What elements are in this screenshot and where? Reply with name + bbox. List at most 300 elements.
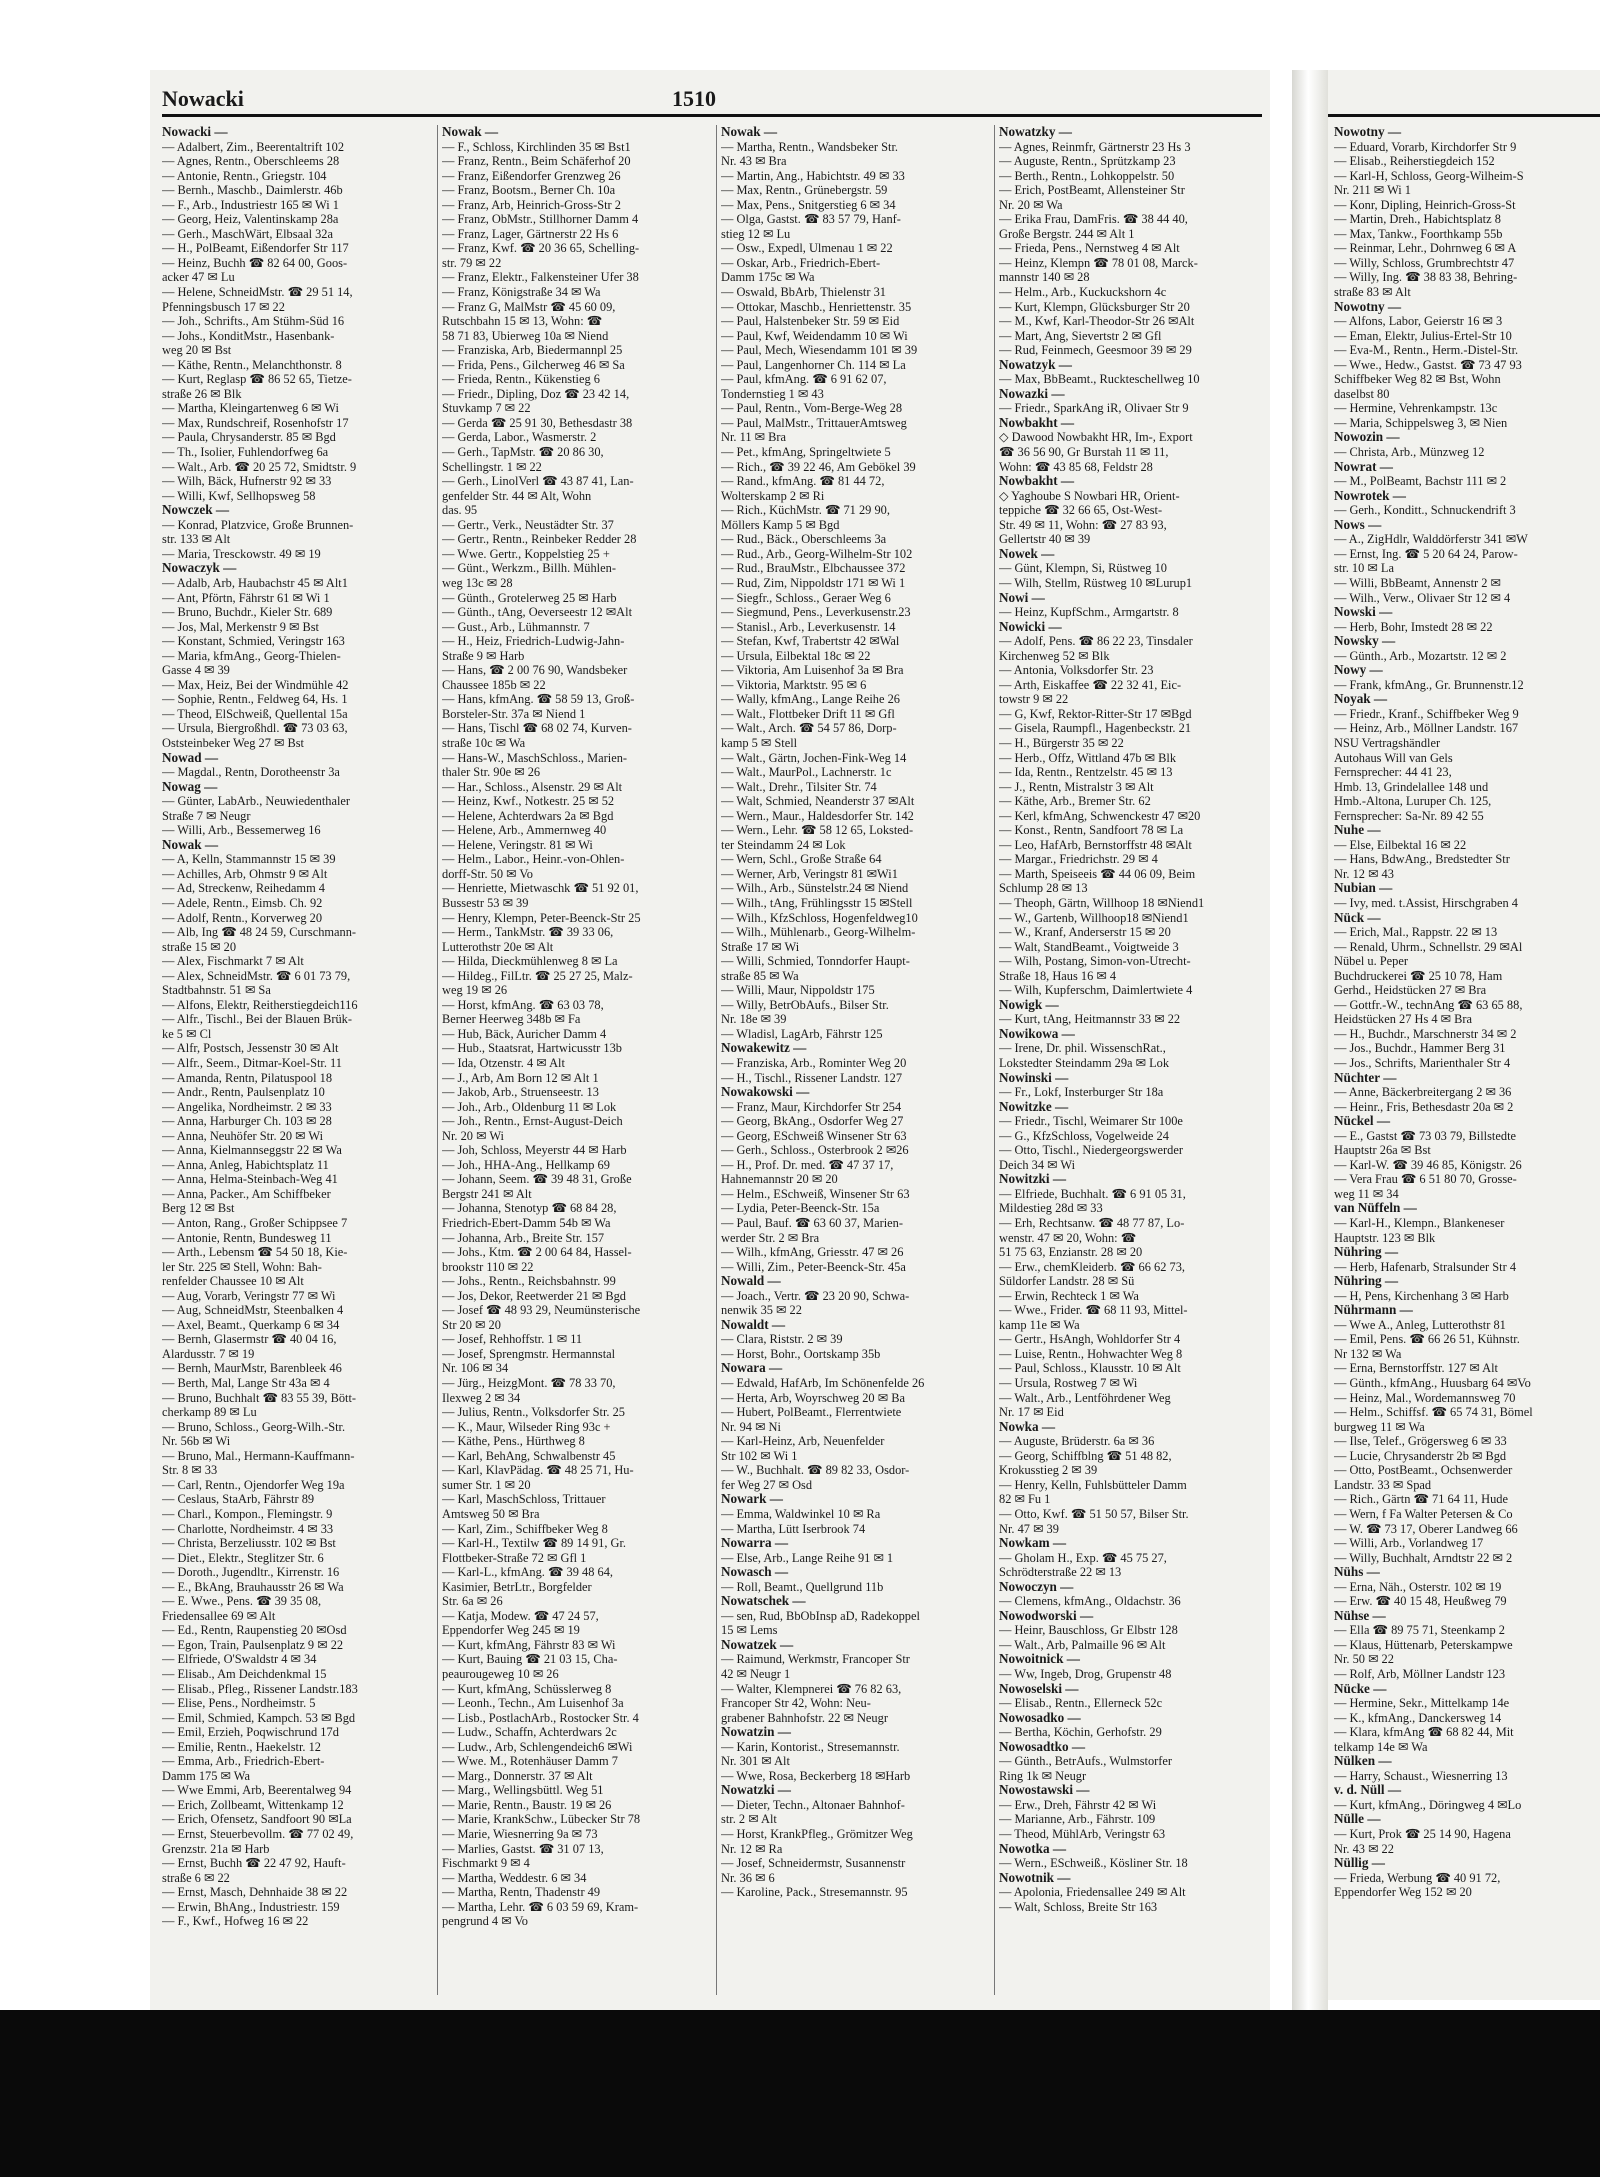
directory-entry: — Rand., kfmAng. ☎ 81 44 72, — [721, 474, 885, 489]
directory-entry: — Rud, Feinmech, Geesmoor 39 ✉ 29 — [999, 343, 1192, 358]
directory-entry: — Elisab., Reiherstiegdeich 152 — [1334, 154, 1495, 169]
directory-entry: — Ernst, Buchh ☎ 22 47 92, Hauft- — [162, 1856, 346, 1871]
directory-entry: — Käthe, Arb., Bremer Str. 62 — [999, 794, 1151, 809]
directory-entry: — Leonh., Techn., Am Luisenhof 3a — [442, 1696, 624, 1711]
directory-entry: — Emil, Erzieh, Poqwischrund 17d — [162, 1725, 339, 1740]
directory-entry: mannstr 140 ✉ 28 — [999, 270, 1090, 285]
directory-entry: — Wladisl, LagArb, Fährstr 125 — [721, 1026, 883, 1041]
directory-entry: — Alb, Ing ☎ 48 24 59, Curschmann- — [162, 925, 357, 940]
directory-entry: teppiche ☎ 32 66 65, Ost-West- — [999, 503, 1163, 518]
surname-heading: Nühring — — [1334, 1274, 1399, 1289]
directory-entry: — W., Kranf, Anderserstr 15 ✉ 20 — [999, 925, 1171, 940]
surname-heading: Nückel — — [1334, 1114, 1391, 1129]
directory-entry: weg 11 ✉ 34 — [1334, 1186, 1399, 1201]
directory-entry: — Frieda, Werbung ☎ 40 91 72, — [1334, 1870, 1501, 1885]
surname-heading: Nowoselski — — [999, 1681, 1079, 1696]
directory-entry: ke 5 ✉ Cl — [162, 1026, 212, 1041]
directory-entry: Nr. 50 ✉ 22 — [1334, 1652, 1394, 1667]
directory-entry: — Raimund, Werkmstr, Francoper Str — [721, 1652, 910, 1667]
directory-entry: straße 10c ✉ Wa — [442, 735, 526, 750]
directory-entry: — Clemens, kfmAng., Oldachstr. 36 — [999, 1594, 1181, 1609]
directory-entry: — Günt, Klempn, Si, Rüstweg 10 — [999, 561, 1167, 576]
directory-entry: — Maria, kfmAng., Georg-Thielen- — [162, 648, 341, 663]
directory-entry: weg 19 ✉ 26 — [442, 983, 508, 998]
directory-entry: Bergstr 241 ✉ Alt — [442, 1186, 532, 1201]
directory-entry: — Eva-M., Rentn., Herm.-Distel-Str. — [1334, 343, 1519, 358]
directory-entry: — Johs., KonditMstr., Hasenbank- — [162, 328, 335, 343]
directory-entry: Nr. 56b ✉ Wi — [162, 1434, 231, 1449]
facing-header-rule — [1328, 114, 1600, 117]
directory-entry: 58 71 83, Ubierweg 10a ✉ Niend — [442, 328, 609, 343]
directory-entry: — Theod, ElSchweiß, Quellental 15a — [162, 706, 348, 721]
directory-entry: — Anna, Kielmannseggstr 22 ✉ Wa — [162, 1143, 342, 1158]
directory-entry: — Frieda, Pens., Nernstweg 4 ✉ Alt — [999, 241, 1180, 256]
surname-heading: Nowatschek — — [721, 1594, 806, 1609]
directory-entry: — Frieda, Rentn., Kükenstieg 6 — [442, 372, 600, 387]
directory-entry: — Heinz, Klempn ☎ 78 01 08, Marck- — [999, 255, 1198, 270]
directory-entry: — Paul, Kwf, Weidendamm 10 ✉ Wi — [721, 328, 908, 343]
directory-entry: — Gerh., Konditt., Schnuckendrift 3 — [1334, 503, 1516, 518]
directory-entry: — Hub, Bäck, Auricher Damm 4 — [442, 1026, 607, 1041]
directory-entry: — Walt, Schmied, Neanderstr 37 ✉Alt — [721, 794, 915, 809]
directory-entry: — Ludw., Schaffn, Achterdwars 2c — [442, 1725, 617, 1740]
directory-entry: — Heinr., Fris, Bethesdastr 20a ✉ 2 — [1334, 1099, 1514, 1114]
directory-entry: — Friedr., Kranf., Schiffbeker Weg 9 — [1334, 706, 1519, 721]
directory-entry: — Ceslaus, StaArb, Fährstr 89 — [162, 1492, 315, 1507]
directory-entry: — Wwe, Rosa, Beckerberg 18 ✉Harb — [721, 1768, 911, 1783]
directory-entry: Schlump 28 ✉ 13 — [999, 881, 1088, 896]
directory-entry: Fernsprecher: 44 41 23, — [1334, 765, 1452, 780]
surname-heading: Nowak — — [162, 837, 219, 852]
directory-entry: Str. 8 ✉ 33 — [162, 1463, 218, 1478]
directory-entry: Schellingstr. 1 ✉ 22 — [442, 459, 542, 474]
directory-entry: — Erich, PostBeamt, Allensteiner Str — [999, 183, 1185, 198]
directory-entry: — Else, Arb., Lange Reihe 91 ✉ 1 — [721, 1550, 894, 1565]
directory-entry: — Har., Schloss., Alsenstr. 29 ✉ Alt — [442, 779, 623, 794]
directory-entry: — Erw. ☎ 40 15 48, Heußweg 79 — [1334, 1594, 1507, 1609]
directory-entry: — Luise, Rentn., Hohwachter Weg 8 — [999, 1346, 1183, 1361]
directory-entry: — Agnes, Reinmfr, Gärtnerstr 23 Hs 3 — [999, 139, 1191, 154]
directory-entry: — F., Kwf., Hofweg 16 ✉ 22 — [162, 1914, 309, 1929]
directory-entry: — Theod, MühlArb, Veringstr 63 — [999, 1826, 1166, 1841]
directory-entry: — Joh, Schloss, Meyerstr 44 ✉ Harb — [442, 1143, 627, 1158]
directory-entry: — Josef ☎ 48 93 29, Neumünsterische — [442, 1303, 641, 1318]
directory-entry: — Jos, Dekor, Reetwerder 21 ✉ Bgd — [442, 1288, 627, 1303]
directory-entry: — Wern, f Fa Walter Petersen & Co — [1334, 1506, 1513, 1521]
directory-entry: — Hub., Staatsrat, Hartwicusstr 13b — [442, 1041, 622, 1056]
directory-entry: — Johs., Ktm. ☎ 2 00 64 84, Hassel- — [442, 1245, 632, 1260]
directory-entry: — M., PolBeamt, Bachstr 111 ✉ 2 — [1334, 474, 1507, 489]
directory-entry: — Franz, Elektr., Falkensteiner Ufer 38 — [442, 270, 639, 285]
directory-entry: — Joh., Rentn., Ernst-August-Deich — [442, 1114, 623, 1129]
directory-entry: — Reinmar, Lehr., Dohrnweg 6 ✉ A — [1334, 241, 1517, 256]
directory-entry: — Friedr., SparkAng iR, Olivaer Str 9 — [999, 401, 1189, 416]
directory-entry: — Horst, Bohr., Oortskamp 35b — [721, 1346, 881, 1361]
directory-entry: — Heinz, Arb., Möllner Landstr. 167 — [1334, 721, 1519, 736]
surname-heading: Nühring — — [1334, 1245, 1399, 1260]
directory-entry: — Elisab., Rentn., Ellerneck 52c — [999, 1696, 1163, 1711]
directory-entry: — Günth., Grotelerweg 25 ✉ Harb — [442, 590, 617, 605]
surname-heading: Nühs — — [1334, 1565, 1380, 1580]
directory-entry: — A, Kelln, Stammannstr 15 ✉ 39 — [162, 852, 336, 867]
directory-entry: — Günth., tAng, Oeverseestr 12 ✉Alt — [442, 605, 633, 620]
directory-entry: — Helm., Labor., Heinr.-von-Ohlen- — [442, 852, 625, 867]
directory-entry: str. 79 ✉ 22 — [442, 255, 502, 270]
directory-entry: — Antonia, Volksdorfer Str. 23 — [999, 663, 1154, 678]
directory-entry: — Wern., Lehr. ☎ 58 12 65, Loksted- — [721, 823, 914, 838]
directory-entry: — Bruno, Buchhalt ☎ 83 55 39, Bött- — [162, 1390, 357, 1405]
directory-entry: Grenzstr. 21a ✉ Harb — [162, 1841, 270, 1856]
directory-entry: — Konstant, Schmied, Veringstr 163 — [162, 634, 345, 649]
directory-entry: — Hans, BdwAng., Bredstedter Str — [1334, 852, 1510, 867]
directory-entry: — Sophie, Rentn., Feldweg 64, Hs. 1 — [162, 692, 348, 707]
directory-entry: — Paul, kfmAng. ☎ 6 91 62 07, — [721, 372, 887, 387]
directory-entry: Süldorfer Landstr. 28 ✉ Sü — [999, 1274, 1135, 1289]
directory-entry: — Emil, Pens. ☎ 66 26 51, Kühnstr. — [1334, 1332, 1520, 1347]
directory-entry: — Karl-H., Textilw ☎ 89 14 91, Gr. — [442, 1536, 627, 1551]
directory-entry: — Th., Isolier, Fuhlendorfweg 6a — [162, 445, 329, 460]
directory-entry: — Herm., TankMstr. ☎ 39 33 06, — [442, 925, 614, 940]
facing-column — [1334, 125, 1600, 1995]
surname-heading: Nowoitnick — — [999, 1652, 1080, 1667]
directory-entry: — Johann, Seem. ☎ 39 48 31, Große — [442, 1172, 632, 1187]
directory-entry: — Georg, Schiffblng ☎ 51 48 82, — [999, 1448, 1172, 1463]
directory-entry: — Paul, Rentn., Vom-Berge-Weg 28 — [721, 401, 903, 416]
directory-entry: Nr. 94 ✉ Ni — [721, 1419, 781, 1434]
book-gutter — [1292, 70, 1328, 2010]
surname-heading: Nuhe — — [1334, 823, 1381, 838]
directory-entry: — E., BkAng, Brauhausstr 26 ✉ Wa — [162, 1579, 344, 1594]
surname-heading: Nowozin — — [1334, 430, 1400, 445]
surname-heading: Nowacki — — [162, 125, 228, 139]
surname-heading: Nowakewitz — — [721, 1041, 807, 1056]
directory-entry: — Martha, Lütt Iserbrook 74 — [721, 1521, 866, 1536]
directory-entry: — Gust., Arb., Lühmannstr. 7 — [442, 619, 590, 634]
directory-entry: — Wilh., Arb., Sünstelstr.24 ✉ Niend — [721, 881, 909, 896]
column-4 — [994, 125, 1261, 1995]
directory-entry: das. 95 — [442, 503, 478, 518]
directory-entry: — Ida, Rentn., Rentzelstr. 45 ✉ 13 — [999, 765, 1173, 780]
directory-entry: Damm 175 ✉ Wa — [162, 1768, 250, 1783]
directory-entry: — Arth, Eiskaffee ☎ 22 32 41, Eic- — [999, 677, 1182, 692]
directory-entry: — Rud., Arb., Georg-Wilhelm-Str 102 — [721, 546, 913, 561]
directory-entry: peaurougeweg 10 ✉ 26 — [442, 1666, 559, 1681]
directory-entry: — Lucie, Chrysanderstr 2b ✉ Bgd — [1334, 1448, 1507, 1463]
directory-entry: — Wwe., Hedw., Gastst. ☎ 73 47 93 — [1334, 357, 1522, 372]
directory-entry: — Paul, Bauf. ☎ 63 60 37, Marien- — [721, 1216, 903, 1231]
directory-entry: — Gerh., TapMstr. ☎ 20 86 30, — [442, 445, 604, 460]
directory-entry: — Konrad, Platzvice, Große Brunnen- — [162, 517, 354, 532]
surname-heading: Nührmann — — [1334, 1303, 1413, 1318]
directory-entry: — Franz, Eißendorfer Grenzweg 26 — [442, 168, 621, 183]
directory-entry: — Willi, Arb., Vorlandweg 17 — [1334, 1536, 1484, 1551]
directory-entry: — Max, Pens., Snitgerstieg 6 ✉ 34 — [721, 197, 896, 212]
directory-entry: — Ant, Pförtn, Fährstr 61 ✉ Wi 1 — [162, 590, 330, 605]
directory-entry: — Marie, Rentn., Baustr. 19 ✉ 26 — [442, 1797, 612, 1812]
surname-heading: Nowikowa — — [999, 1026, 1075, 1041]
directory-entry: — Erna, Bernstorffstr. 127 ✉ Alt — [1334, 1361, 1498, 1376]
directory-entry: towstr 9 ✉ 22 — [999, 692, 1069, 707]
directory-entry: 82 ✉ Fu 1 — [999, 1492, 1051, 1507]
directory-entry: NSU Vertragshändler — [1334, 735, 1441, 750]
directory-entry: — Franz, Königstraße 34 ✉ Wa — [442, 285, 601, 300]
directory-entry: — Karl-L., kfmAng. ☎ 39 48 64, — [442, 1565, 613, 1580]
surname-heading: Nowski — — [1334, 605, 1393, 620]
directory-entry: — Henry, Klempn, Peter-Beenck-Str 25 — [442, 910, 641, 925]
directory-entry: — Antonie, Rentn, Bundesweg 11 — [162, 1230, 332, 1245]
scan-background — [0, 2010, 1600, 2177]
directory-entry: Autohaus Will van Gels — [1334, 750, 1453, 765]
surname-heading: Nowag — — [162, 779, 218, 794]
directory-entry: — Walt, StandBeamt., Voigtweide 3 — [999, 939, 1179, 954]
directory-entry: — Wilh., Mühlenarb., Georg-Wilhelm- — [721, 925, 916, 940]
directory-entry: — Wwe., Frider. ☎ 68 11 93, Mittel- — [999, 1303, 1188, 1318]
directory-entry: — H, Pens, Kirchenhang 3 ✉ Harb — [1334, 1288, 1509, 1303]
directory-entry: str. 133 ✉ Alt — [162, 532, 231, 547]
directory-entry: Amtsweg 50 ✉ Bra — [442, 1506, 540, 1521]
directory-entry: — Georg, BkAng., Osdorfer Weg 27 — [721, 1114, 904, 1129]
directory-entry: — Apolonia, Friedensallee 249 ✉ Alt — [999, 1885, 1186, 1900]
directory-entry: — Franziska, Arb, Biedermannpl 25 — [442, 343, 623, 358]
directory-entry: nenwik 35 ✉ 22 — [721, 1303, 802, 1318]
directory-entry: — Charlotte, Nordheimstr. 4 ✉ 33 — [162, 1521, 334, 1536]
directory-entry: — Jos., Buchdr., Hammer Berg 31 — [1334, 1041, 1506, 1056]
directory-entry: — Jakob, Arb., Struenseestr. 13 — [442, 1085, 599, 1100]
surname-heading: Nowasch — — [721, 1565, 789, 1580]
surname-heading: Nowitzke — — [999, 1099, 1069, 1114]
surname-heading: Nowi — — [999, 590, 1045, 605]
surname-heading: Noyak — — [1334, 692, 1388, 707]
directory-entry: — Kerl, kfmAng, Schwenckestr 47 ✉20 — [999, 808, 1201, 823]
directory-entry: — Walt., Gärtn, Jochen-Fink-Weg 14 — [721, 750, 907, 765]
directory-entry: — M., Kwf, Karl-Theodor-Str 26 ✉Alt — [999, 314, 1195, 329]
directory-entry: — Osw., Expedl, Ulmenau 1 ✉ 22 — [721, 241, 893, 256]
directory-entry: — Wern, Schl., Große Straße 64 — [721, 852, 882, 867]
directory-entry: — Alfons, Labor, Geierstr 16 ✉ 3 — [1334, 314, 1503, 329]
directory-entry: — Ed., Rentn, Raupenstieg 20 ✉Osd — [162, 1623, 347, 1638]
directory-entry: — Gertr., Verk., Neustädter Str. 37 — [442, 517, 614, 532]
surname-heading: Nowotny — — [1334, 125, 1402, 139]
directory-entry: — Erwin, Rechteck 1 ✉ Wa — [999, 1288, 1139, 1303]
surname-heading: Nowatzky — — [999, 125, 1072, 139]
directory-entry: — Ursula, Rostweg 7 ✉ Wi — [999, 1376, 1138, 1391]
surname-heading: Nowatzek — — [721, 1637, 794, 1652]
directory-entry: — Martha, Weddestr. 6 ✉ 34 — [442, 1870, 587, 1885]
directory-entry: — Eduard, Vorarb, Kirchdorfer Str 9 — [1334, 139, 1517, 154]
directory-entry: — Werner, Arb, Veringstr 81 ✉Wi1 — [721, 866, 898, 881]
directory-entry: — Günth., BetrAufs., Wulmstorfer — [999, 1754, 1173, 1769]
directory-entry: — Klara, kfmAng ☎ 68 82 44, Mit — [1334, 1725, 1514, 1740]
directory-entry: — Willi, Zim., Peter-Beenck-Str. 45a — [721, 1259, 906, 1274]
directory-entry: Ring 1k ✉ Neugr — [999, 1768, 1087, 1783]
surname-heading: v. d. Nüll — — [1334, 1783, 1402, 1798]
directory-entry: — Helene, Achterdwars 2a ✉ Bgd — [442, 808, 614, 823]
directory-entry: — Hermine, Vehrenkampstr. 13c — [1334, 401, 1498, 416]
directory-entry: — Franz, Lager, Gärtnerstr 22 Hs 6 — [442, 226, 619, 241]
directory-entry: Straße 17 ✉ Wi — [721, 939, 800, 954]
surname-heading: Nühse — — [1334, 1608, 1386, 1623]
surname-heading: Nowrat — — [1334, 459, 1393, 474]
directory-entry: — Joh., Arb., Oldenburg 11 ✉ Lok — [442, 1099, 617, 1114]
header-rule — [162, 114, 1262, 117]
directory-entry: — Otto, Kwf. ☎ 51 50 57, Bilser Str. — [999, 1506, 1189, 1521]
directory-entry: — Helm., ESchweiß, Winsener Str 63 — [721, 1186, 910, 1201]
directory-entry: — Elise, Pens., Nordheimstr. 5 — [162, 1696, 316, 1711]
directory-entry: Nr. 17 ✉ Eid — [999, 1405, 1064, 1420]
surname-heading: Nowsky — — [1334, 634, 1396, 649]
surname-heading: Nows — — [1334, 517, 1382, 532]
surname-heading: Nowotny — — [1334, 299, 1402, 314]
directory-page — [150, 70, 1270, 2010]
directory-entry: — Oskar, Arb., Friedrich-Ebert- — [721, 255, 881, 270]
directory-entry: Deich 34 ✉ Wi — [999, 1157, 1076, 1172]
directory-entry: — Ida, Otzenstr. 4 ✉ Alt — [442, 1056, 565, 1070]
directory-entry: — Maria, Schippelsweg 3, ✉ Nien — [1334, 415, 1508, 430]
directory-entry: Eppendorfer Weg 245 ✉ 19 — [442, 1623, 580, 1638]
directory-entry: Nr. 301 ✉ Alt — [721, 1754, 790, 1769]
directory-entry: ler Str. 225 ✉ Stell, Wohn: Bah- — [162, 1259, 322, 1274]
directory-entry: — Hermine, Sekr., Mittelkamp 14e — [1334, 1696, 1510, 1711]
directory-entry: — Elfriede, Buchhalt. ☎ 6 91 05 31, — [999, 1186, 1186, 1201]
directory-entry: — Karl-Heinz, Arb, Neuenfelder — [721, 1434, 885, 1449]
directory-entry: — Willi, Arb., Bessemerweg 16 — [162, 823, 321, 838]
directory-entry: — Käthe, Rentn., Melanchthonstr. 8 — [162, 357, 342, 372]
directory-entry: — Ivy, med. t.Assist, Hirschgraben 4 — [1334, 895, 1518, 910]
directory-entry: — Heinr, Bauschloss, Gr Elbstr 128 — [999, 1623, 1178, 1638]
directory-entry: — Rud., BrauMstr., Elbchaussee 372 — [721, 561, 906, 576]
directory-entry: kamp 5 ✉ Stell — [721, 735, 798, 750]
directory-entry: — Wwe Emmi, Arb, Beerentalweg 94 — [162, 1783, 352, 1798]
directory-entry: 15 ✉ Lems — [721, 1623, 778, 1638]
directory-entry: — Gisela, Raumpfl., Hagenbeckstr. 21 — [999, 721, 1192, 736]
directory-entry: — Käthe, Pens., Hürthweg 8 — [442, 1434, 585, 1449]
directory-entry: — Hubert, PolBeamt., Flerrentwiete — [721, 1405, 902, 1420]
directory-entry: — Anna, Packer., Am Schiffbeker — [162, 1186, 331, 1201]
directory-entry: Kasimier, BetrLtr., Borgfelder — [442, 1579, 592, 1594]
directory-entry: straße 6 ✉ 22 — [162, 1870, 230, 1885]
directory-entry: — Helene, SchneidMstr. ☎ 29 51 14, — [162, 285, 353, 300]
directory-entry: — Achilles, Arb, Ohmstr 9 ✉ Alt — [162, 866, 328, 881]
surname-heading: Nowinski — — [999, 1070, 1069, 1085]
directory-entry: — E. Wwe., Pens. ☎ 39 35 08, — [162, 1594, 322, 1609]
directory-entry: — Helm., Schiffsf. ☎ 65 74 31, Bömel — [1334, 1405, 1533, 1420]
directory-entry: sumer Str. 1 ✉ 20 — [442, 1477, 531, 1492]
directory-entry: Fischmarkt 9 ✉ 4 — [442, 1856, 530, 1871]
directory-entry: — Adalb, Arb, Haubachstr 45 ✉ Alt1 — [162, 575, 348, 590]
directory-entry: — Kurt, kfmAng., Döringweg 4 ✉Lo — [1334, 1797, 1522, 1812]
directory-entry: — Gerh., MaschWärt, Elbsaal 32a — [162, 226, 334, 241]
directory-entry: Gerhd., Heidstücken 27 ✉ Bra — [1334, 983, 1487, 998]
surname-heading: Nowy — — [1334, 663, 1383, 678]
directory-entry: — Max, Tankw., Foorthkamp 55b — [1334, 226, 1503, 241]
directory-entry: — Wilh, Bäck, Hufnerstr 92 ✉ 33 — [162, 474, 332, 489]
directory-entry: — Rich., ☎ 39 22 46, Am Gebökel 39 — [721, 459, 916, 474]
directory-entry: Str. 49 ✉ 11, Wohn: ☎ 27 83 93, — [999, 517, 1167, 532]
directory-entry: — Alfr., Tischl., Bei der Blauen Brük- — [162, 1012, 352, 1027]
directory-entry: — Angelika, Nordheimstr. 2 ✉ 33 — [162, 1099, 332, 1114]
directory-entry: — Siegfr., Schloss., Geraer Weg 6 — [721, 590, 891, 605]
directory-entry: — Lydia, Peter-Beenck-Str. 15a — [721, 1201, 880, 1216]
directory-entry: — Gerda, Labor., Wasmerstr. 2 — [442, 430, 597, 445]
directory-entry: — Diet., Elektr., Steglitzer Str. 6 — [162, 1550, 324, 1565]
directory-entry: Berg 12 ✉ Bst — [162, 1201, 235, 1216]
surname-heading: Nowak — — [721, 125, 778, 139]
directory-entry: — W. ☎ 73 17, Oberer Landweg 66 — [1334, 1521, 1518, 1536]
directory-entry: — Paul, Halstenbeker Str. 59 ✉ Eid — [721, 314, 900, 329]
surname-heading: Nowaldt — — [721, 1317, 786, 1332]
directory-entry: Heidstücken 27 Hs 4 ✉ Bra — [1334, 1012, 1473, 1027]
directory-entry: — Olga, Gastst. ☎ 83 57 79, Hanf- — [721, 212, 901, 227]
directory-entry: — Siegmund, Pens., Leverkusenstr.23 — [721, 605, 911, 620]
directory-entry: — Berth, Mal, Lange Str 43a ✉ 4 — [162, 1376, 330, 1391]
directory-entry: — Emilie, Rentn., Haekelstr. 12 — [162, 1739, 321, 1754]
directory-entry: — Karl, KlavPädag. ☎ 48 25 71, Hu- — [442, 1463, 634, 1478]
directory-entry: — Gertr., Rentn., Reinbeker Redder 28 — [442, 532, 637, 547]
directory-entry: — Stanisl., Arb., Leverkusenstr. 14 — [721, 619, 896, 634]
directory-entry: — Alfr, Postsch, Jessenstr 30 ✉ Alt — [162, 1041, 339, 1056]
directory-entry: Schrödterstraße 22 ✉ 13 — [999, 1565, 1122, 1580]
directory-entry: — Gerh., LinolVerl ☎ 43 87 41, Lan- — [442, 474, 634, 489]
directory-entry: — Kurt, kfmAng, Fährstr 83 ✉ Wi — [442, 1637, 616, 1652]
directory-entry: — Andr., Rentn, Paulsenplatz 10 — [162, 1085, 325, 1100]
directory-entry: werder Str. 2 ✉ Bra — [721, 1230, 820, 1245]
directory-entry: — Helm., Arb., Kuckuckshorn 4c — [999, 285, 1167, 300]
directory-entry: — J., Rentn, Mistralstr 3 ✉ Alt — [999, 779, 1154, 794]
surname-heading: Nowad — — [162, 750, 219, 765]
directory-entry: Berner Heerweg 348b ✉ Fa — [442, 1012, 581, 1027]
directory-entry: Ilexweg 2 ✉ 34 — [442, 1390, 521, 1405]
directory-entry: Flottbeker-Straße 72 ✉ Gfl 1 — [442, 1550, 587, 1565]
directory-entry: — Friedr., Tischl, Weimarer Str 100e — [999, 1114, 1183, 1129]
directory-entry: — Paul, Schloss., Klausstr. 10 ✉ Alt — [999, 1361, 1181, 1376]
directory-entry: — Karl-H, Schloss, Georg-Wilheim-S — [1334, 168, 1524, 183]
directory-entry: — Otto, PostBeamt., Ochsenwerder — [1334, 1463, 1513, 1478]
directory-entry: — Walt., Flottbeker Drift 11 ✉ Gfl — [721, 706, 895, 721]
directory-entry: — Heinz, Kwf., Notkestr. 25 ✉ 52 — [442, 794, 615, 809]
surname-heading: Nowatzki — — [721, 1783, 791, 1798]
directory-entry: Wohn: ☎ 43 85 68, Feldstr 28 — [999, 459, 1153, 474]
directory-entry: ◇ Yaghoube S Nowbari HR, Orient- — [999, 488, 1180, 503]
directory-entry: Nr. 211 ✉ Wi 1 — [1334, 183, 1411, 198]
directory-entry: — Kurt, Reglasp ☎ 86 52 65, Tietze- — [162, 372, 352, 387]
directory-entry: Straße 18, Haus 16 ✉ 4 — [999, 968, 1117, 983]
directory-entry: — Franz, Arb, Heinrich-Gross-Str 2 — [442, 197, 621, 212]
surname-heading: Nowek — — [999, 546, 1055, 561]
directory-entry: — Wilh., kfmAng, Griesstr. 47 ✉ 26 — [721, 1245, 904, 1260]
surname-heading: Nowigk — — [999, 997, 1059, 1012]
directory-entry: acker 47 ✉ Lu — [162, 270, 235, 285]
directory-entry: — Georg, Heiz, Valentinskamp 28a — [162, 212, 339, 227]
directory-entry: — H., Heiz, Friedrich-Ludwig-Jahn- — [442, 634, 625, 649]
directory-entry: — Clara, Riststr. 2 ✉ 39 — [721, 1332, 843, 1347]
directory-entry: Fernsprecher: Sa-Nr. 89 42 55 — [1334, 808, 1484, 823]
directory-entry: — W., Buchhalt. ☎ 89 82 33, Osdor- — [721, 1463, 910, 1478]
directory-entry: — Roll, Beamt., Quellgrund 11b — [721, 1579, 884, 1594]
directory-entry: — Anton, Rang., Großer Schippsee 7 — [162, 1216, 348, 1231]
directory-entry: weg 20 ✉ Bst — [162, 343, 232, 358]
directory-entry: — Arth., Lebensm ☎ 54 50 18, Kie- — [162, 1245, 348, 1260]
directory-entry: — Ernst, Ing. ☎ 5 20 64 24, Parow- — [1334, 546, 1518, 561]
directory-entry: — Konr, Dipling, Heinrich-Gross-St — [1334, 197, 1516, 212]
directory-entry: — Elfriede, O'Swaldstr 4 ✉ 34 — [162, 1652, 317, 1667]
directory-entry: — Gerda ☎ 25 91 30, Bethesdastr 38 — [442, 415, 633, 430]
directory-entry: — Irene, Dr. phil. WissenschRat., — [999, 1041, 1166, 1056]
directory-entry: — Max, Heiz, Bei der Windmühle 42 — [162, 677, 349, 692]
directory-entry: straße 26 ✉ Blk — [162, 386, 242, 401]
directory-entry: Nr. 18e ✉ 39 — [721, 1012, 787, 1027]
directory-entry: str. 2 ✉ Alt — [721, 1812, 777, 1827]
directory-entry: — Paul, Langenhorner Ch. 114 ✉ La — [721, 357, 906, 372]
